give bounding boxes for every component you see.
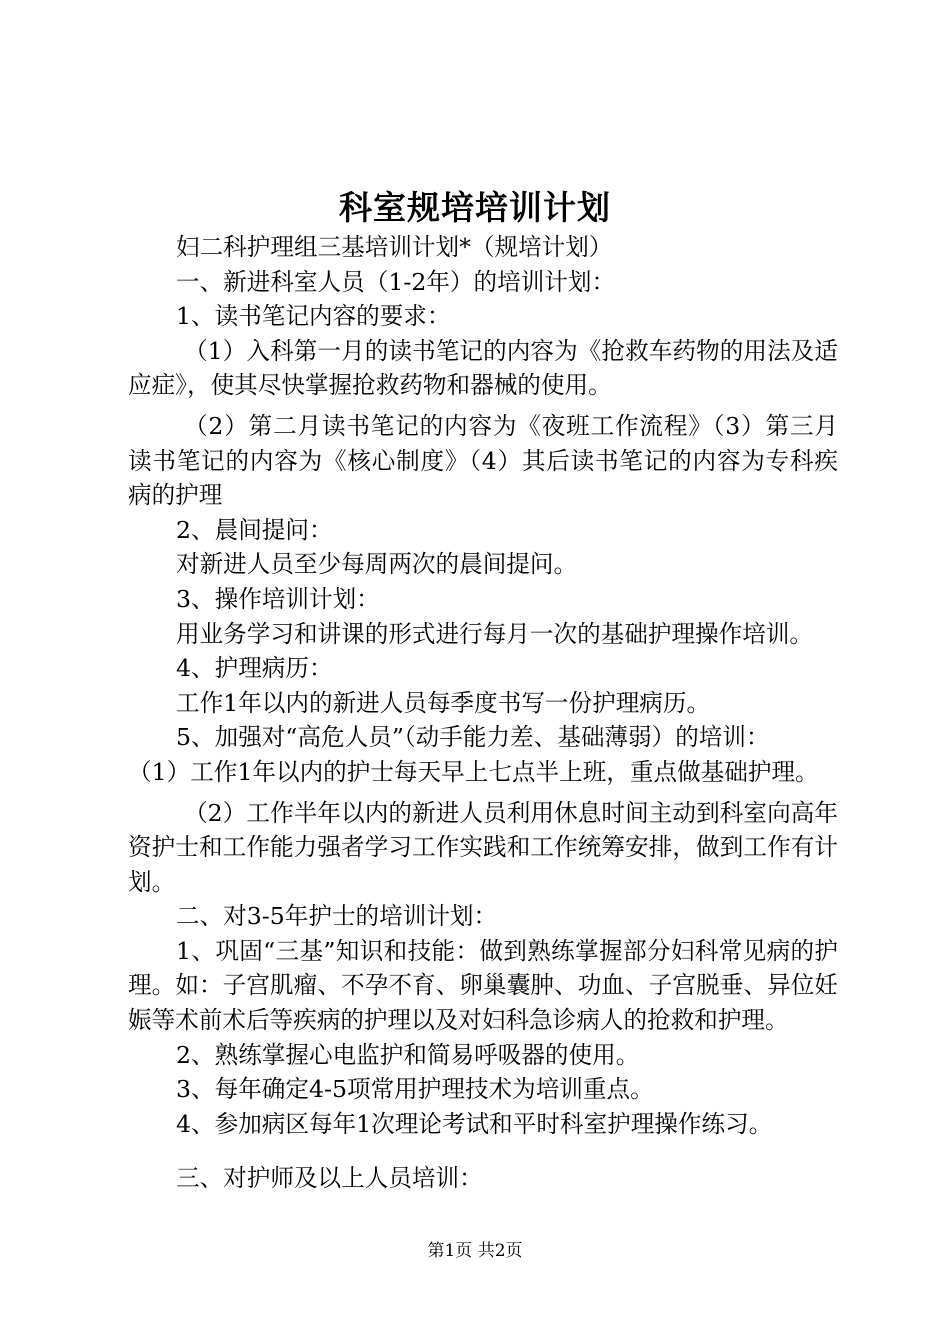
- paragraph-annual-exam: 4、参加病区每年1次理论考试和平时科室护理操作练习。: [176, 1109, 773, 1138]
- paragraph-reading-notes-2-4: （2）第二月读书笔记的内容为《夜班工作流程》（3）第三月读书笔记的内容为《核心制度》（4）其后读书笔记的内容为专科疾病的护理: [128, 411, 838, 510]
- paragraph-operation-training-heading: 3、操作培训计划：: [176, 584, 380, 613]
- paragraph-nursing-records-body: 工作1年以内的新进人员每季度书写一份护理病历。: [176, 688, 711, 717]
- paragraph-reading-notes-1: （1）入科第一月的读书笔记的内容为《抢救车药物的用法及适应症》，使其尽快掌握抢救药物和器械的使用。: [128, 336, 838, 400]
- paragraph-plan-heading: 妇二科护理组三基培训计划*（规培计划）: [176, 233, 613, 261]
- paragraph-monitor-training: 2、熟练掌握心电监护和简易呼吸器的使用。: [176, 1040, 640, 1069]
- paragraph-high-risk-1: （1）工作1年以内的护士每天早上七点半上班，重点做基础护理。: [128, 757, 819, 786]
- paragraph-morning-question-heading: 2、晨间提问：: [176, 515, 333, 544]
- paragraph-nursing-records-heading: 4、护理病历：: [176, 654, 333, 683]
- document-title: 科室规培培训计划: [339, 188, 611, 227]
- paragraph-three-basics: 1、巩固“三基”知识和技能：做到熟练掌握部分妇科常见病的护理。如：子宫肌瘤、不孕不育、卵巢囊肿、功血、子宫脱垂、异位妊娠等术前术后等疾病的护理以及对妇科急诊病人的抢救和护理。: [128, 936, 838, 1035]
- paragraph-high-risk-2: （2）工作半年以内的新进人员利用休息时间主动到科室向高年资护士和工作能力强者学习工作实践和工作统筹安排，做到工作有计划。: [128, 798, 838, 896]
- paragraph-key-techniques: 3、每年确定4-5项常用护理技术为培训重点。: [176, 1075, 654, 1104]
- paragraph-operation-training-body: 用业务学习和讲课的形式进行每月一次的基础护理操作培训。: [176, 619, 814, 648]
- paragraph-morning-question-body: 对新进人员至少每周两次的晨间提问。: [176, 550, 578, 579]
- paragraph-section-2-heading: 二、对3-5年护士的培训计划：: [176, 902, 498, 931]
- page-footer: 第1页 共2页: [427, 1241, 523, 1261]
- paragraph-reading-notes-heading: 1、读书笔记内容的要求：: [176, 302, 451, 331]
- document-body: [128, 230, 838, 1196]
- paragraph-high-risk-heading: 5、加强对“高危人员”（动手能力差、基础薄弱）的培训：: [176, 723, 770, 752]
- paragraph-section-1-heading: 一、新进科室人员（1-2年）的培训计划：: [176, 267, 616, 296]
- paragraph-section-3-heading: 三、对护师及以上人员培训：: [176, 1164, 483, 1193]
